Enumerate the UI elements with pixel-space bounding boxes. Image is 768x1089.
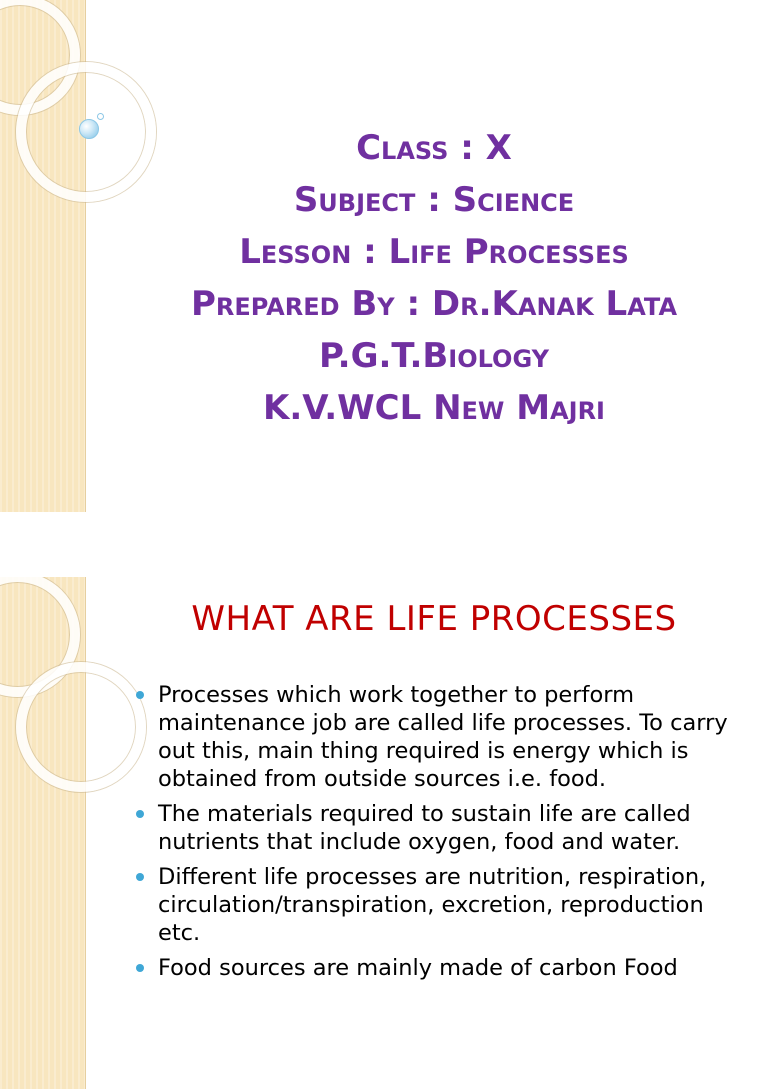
list-item [130,800,750,856]
bullet-text: The materials required to sustain life are called nutrients that include oxygen, food and water. [158,801,691,855]
bullet-dot-icon [136,873,144,881]
lesson-line: Lesson : Life Processes [239,232,629,272]
bullet-list [130,681,750,989]
title-block [100,122,768,434]
designation-line: P.G.T.Biology [319,336,549,376]
bullet-text: Food sources are mainly made of carbon Food [158,955,678,981]
school-line: K.V.WCL New Majri [263,388,605,428]
bullet-dot-icon [136,964,144,972]
bullet-text: Processes which work together to perform maintenance job are called life processes. To carry out this, main thing required is energy which is obtained from outside sources i.e. food. [158,682,728,792]
list-item [130,954,750,982]
content-slide [0,577,768,1089]
bullet-text: Different life processes are nutrition, respiration, circulation/transpiration, excretion, reproduction etc. [158,864,707,946]
slide-heading: WHAT ARE LIFE PROCESSES [191,599,677,639]
slide-gap [0,512,768,577]
bullet-dot-icon [136,691,144,699]
bullet-dot-icon [136,810,144,818]
prepared-by-line: Prepared By : Dr.Kanak Lata [190,284,678,324]
bubble-icon [79,119,99,139]
subject-line: Subject : Science [293,180,575,220]
decorative-ring-icon [16,662,146,792]
small-bubble-icon [97,113,104,120]
title-slide [0,0,768,512]
list-item [130,863,750,947]
class-line: Class : X [356,128,512,168]
list-item [130,681,750,793]
